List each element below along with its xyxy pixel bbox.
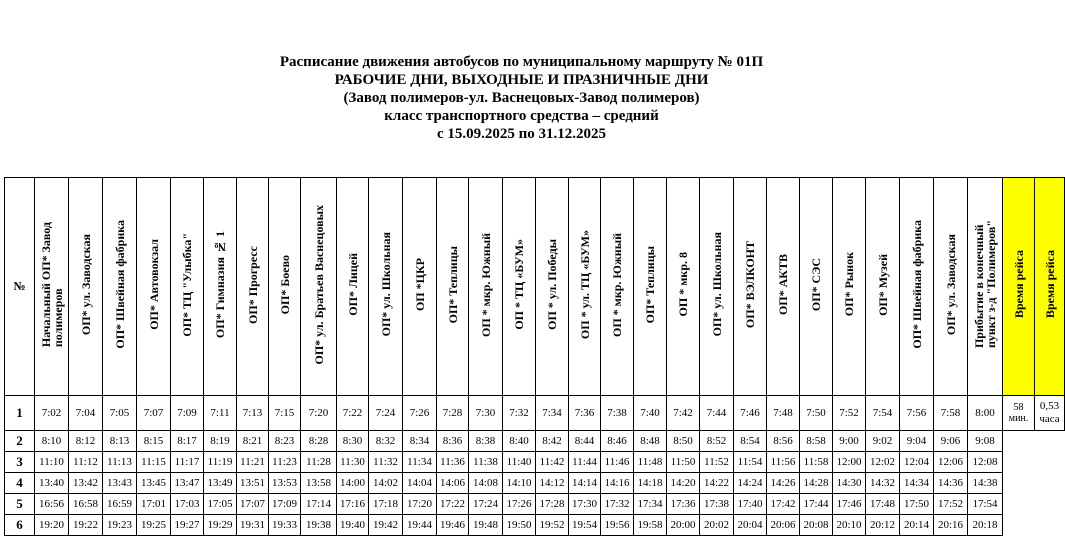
time-cell: 19:27 (171, 515, 204, 536)
stop-header (403, 178, 437, 396)
time-cell: 19:20 (35, 515, 69, 536)
time-cell: 8:46 (601, 431, 634, 452)
stop-name: ОП* Автовокзал (146, 239, 161, 330)
time-cell: 14:28 (800, 473, 833, 494)
time-cell: 7:15 (269, 396, 301, 431)
time-cell: 8:36 (437, 431, 469, 452)
time-cell: 8:40 (503, 431, 536, 452)
time-cell: 7:42 (667, 396, 700, 431)
table-row (5, 431, 1065, 452)
time-cell: 13:40 (35, 473, 69, 494)
time-cell: 14:16 (601, 473, 634, 494)
title-line-4: класс транспортного средства – средний (384, 108, 659, 124)
time-cell: 8:54 (734, 431, 767, 452)
time-cell: 7:20 (301, 396, 337, 431)
time-cell: 17:42 (767, 494, 800, 515)
time-cell: 17:26 (503, 494, 536, 515)
stop-name: ОП* Лицей (345, 253, 360, 316)
time-cell: 7:07 (137, 396, 171, 431)
time-cell: 17:16 (337, 494, 369, 515)
stop-header (204, 178, 237, 396)
time-cell: 8:15 (137, 431, 171, 452)
stop-header (800, 178, 833, 396)
time-cell: 8:12 (69, 431, 103, 452)
time-cell: 11:21 (237, 452, 269, 473)
time-cell: 11:38 (469, 452, 503, 473)
time-cell: 11:34 (403, 452, 437, 473)
stop-header (536, 178, 569, 396)
time-cell: 7:44 (700, 396, 734, 431)
time-cell: 13:58 (301, 473, 337, 494)
time-cell: 7:36 (569, 396, 601, 431)
time-cell: 9:04 (900, 431, 934, 452)
schedule-table (4, 177, 1065, 536)
trip-time-header-label: Время рейса (1011, 250, 1026, 319)
time-cell: 7:50 (800, 396, 833, 431)
time-cell: 7:52 (833, 396, 866, 431)
stop-name: ОП* ул. Школьная (378, 232, 393, 337)
time-cell: 8:19 (204, 431, 237, 452)
time-cell: 8:56 (767, 431, 800, 452)
stop-name: ОП* Швейная фабрика (112, 220, 127, 349)
stop-header (968, 178, 1003, 396)
time-cell: 11:10 (35, 452, 69, 473)
time-cell: 14:24 (734, 473, 767, 494)
time-cell: 8:44 (569, 431, 601, 452)
time-cell: 17:52 (934, 494, 968, 515)
time-cell: 7:34 (536, 396, 569, 431)
empty-cell (1035, 515, 1065, 536)
time-cell: 8:21 (237, 431, 269, 452)
time-cell: 19:31 (237, 515, 269, 536)
trip-minutes-cell: 58 мин. (1003, 396, 1035, 431)
stop-name: ОП* ВЭЛКОНТ (743, 240, 757, 329)
time-cell: 20:12 (866, 515, 900, 536)
time-cell: 14:12 (536, 473, 569, 494)
stop-header (469, 178, 503, 396)
stop-name: ОП * ТЦ «БУМ» (512, 239, 526, 330)
stop-header (734, 178, 767, 396)
stop-header (69, 178, 103, 396)
trip-time-header (1003, 178, 1035, 396)
time-cell: 7:48 (767, 396, 800, 431)
stop-header (866, 178, 900, 396)
time-cell: 7:56 (900, 396, 934, 431)
time-cell: 19:54 (569, 515, 601, 536)
time-cell: 17:01 (137, 494, 171, 515)
title-line-5: с 15.09.2025 по 31.12.2025 (436, 126, 607, 142)
empty-cell (1003, 452, 1035, 473)
stop-header (337, 178, 369, 396)
header-row (5, 178, 1065, 396)
time-cell: 12:06 (934, 452, 968, 473)
time-cell: 14:18 (634, 473, 667, 494)
time-cell: 8:58 (800, 431, 833, 452)
time-cell: 11:32 (369, 452, 403, 473)
time-cell: 8:10 (35, 431, 69, 452)
time-cell: 14:04 (403, 473, 437, 494)
time-cell: 9:08 (968, 431, 1003, 452)
time-cell: 11:52 (700, 452, 734, 473)
time-cell: 14:26 (767, 473, 800, 494)
time-cell: 20:08 (800, 515, 833, 536)
time-cell: 17:20 (403, 494, 437, 515)
time-cell: 19:52 (536, 515, 569, 536)
time-cell: 13:53 (269, 473, 301, 494)
time-cell: 17:28 (536, 494, 569, 515)
time-cell: 7:38 (601, 396, 634, 431)
stop-name: ОП* Рынок (842, 252, 856, 317)
stop-name: ОП * мкр. Южный (478, 232, 493, 337)
time-cell: 7:04 (69, 396, 103, 431)
empty-cell (1035, 494, 1065, 515)
row-number: 2 (5, 431, 35, 452)
stop-name: ОП* Теплицы (445, 245, 460, 324)
stop-header (900, 178, 934, 396)
row-number: 5 (5, 494, 35, 515)
time-cell: 20:16 (934, 515, 968, 536)
stop-name: ОП * мкр. Южный (610, 232, 624, 337)
time-cell: 11:40 (503, 452, 536, 473)
empty-cell (1003, 473, 1035, 494)
time-cell: 19:22 (69, 515, 103, 536)
time-cell: 16:58 (69, 494, 103, 515)
time-cell: 11:19 (204, 452, 237, 473)
time-cell: 8:52 (700, 431, 734, 452)
time-cell: 12:02 (866, 452, 900, 473)
time-cell: 13:42 (69, 473, 103, 494)
time-cell: 19:46 (437, 515, 469, 536)
time-cell: 7:54 (866, 396, 900, 431)
row-number: 4 (5, 473, 35, 494)
stop-name: ОП* ТЦ "Улыбка" (180, 232, 194, 337)
time-cell: 12:04 (900, 452, 934, 473)
time-cell: 8:48 (634, 431, 667, 452)
empty-cell (1035, 431, 1065, 452)
time-cell: 11:50 (667, 452, 700, 473)
time-cell: 17:38 (700, 494, 734, 515)
time-cell: 16:59 (103, 494, 137, 515)
time-cell: 11:28 (301, 452, 337, 473)
row-number: 3 (5, 452, 35, 473)
time-cell: 19:48 (469, 515, 503, 536)
time-cell: 8:17 (171, 431, 204, 452)
number-header: № (5, 178, 35, 396)
time-cell: 11:46 (601, 452, 634, 473)
time-cell: 14:30 (833, 473, 866, 494)
empty-cell (1035, 473, 1065, 494)
time-cell: 7:46 (734, 396, 767, 431)
time-cell: 9:06 (934, 431, 968, 452)
time-cell: 9:02 (866, 431, 900, 452)
time-cell: 8:32 (369, 431, 403, 452)
time-cell: 14:06 (437, 473, 469, 494)
stop-name: ОП* АКТВ (776, 253, 790, 316)
time-cell: 7:28 (437, 396, 469, 431)
time-cell: 11:48 (634, 452, 667, 473)
stop-name: ОП * ул. Победы (545, 239, 559, 330)
table-row (5, 396, 1065, 431)
stop-name: ОП* Теплицы (643, 245, 657, 324)
time-cell: 17:34 (634, 494, 667, 515)
stop-header (667, 178, 700, 396)
time-cell: 11:56 (767, 452, 800, 473)
time-cell: 14:08 (469, 473, 503, 494)
time-cell: 8:13 (103, 431, 137, 452)
stop-header (269, 178, 301, 396)
time-cell: 20:04 (734, 515, 767, 536)
title-line-3: (Завод полимеров-ул. Васнецовых-Завод полимеров) (343, 90, 700, 106)
time-cell: 11:13 (103, 452, 137, 473)
time-cell: 16:56 (35, 494, 69, 515)
empty-cell (1003, 515, 1035, 536)
table-row (5, 494, 1065, 515)
time-cell: 19:44 (403, 515, 437, 536)
time-cell: 7:05 (103, 396, 137, 431)
row-number: 6 (5, 515, 35, 536)
time-cell: 11:15 (137, 452, 171, 473)
time-cell: 12:08 (968, 452, 1003, 473)
time-cell: 19:25 (137, 515, 171, 536)
time-cell: 7:24 (369, 396, 403, 431)
time-cell: 17:54 (968, 494, 1003, 515)
time-cell: 17:50 (900, 494, 934, 515)
time-cell: 19:29 (204, 515, 237, 536)
stop-header (569, 178, 601, 396)
time-cell: 17:22 (437, 494, 469, 515)
time-cell: 17:24 (469, 494, 503, 515)
time-cell: 7:02 (35, 396, 69, 431)
time-cell: 17:44 (800, 494, 833, 515)
time-cell: 17:48 (866, 494, 900, 515)
stop-header (437, 178, 469, 396)
time-cell: 20:14 (900, 515, 934, 536)
time-cell: 14:32 (866, 473, 900, 494)
table-row (5, 515, 1065, 536)
stop-header (700, 178, 734, 396)
time-cell: 20:02 (700, 515, 734, 536)
time-cell: 7:26 (403, 396, 437, 431)
time-cell: 8:00 (968, 396, 1003, 431)
time-cell: 20:18 (968, 515, 1003, 536)
stop-header (137, 178, 171, 396)
title-line-2: РАБОЧИЕ ДНИ, ВЫХОДНЫЕ И ПРАЗНИЧНЫЕ ДНИ (334, 72, 709, 88)
table-row (5, 473, 1065, 494)
stop-header (103, 178, 137, 396)
table-row (5, 452, 1065, 473)
stop-header (503, 178, 536, 396)
stop-name: ОП* Гимназия № 1 (213, 230, 227, 339)
time-cell: 19:23 (103, 515, 137, 536)
stop-header (369, 178, 403, 396)
time-cell: 17:07 (237, 494, 269, 515)
stop-header (934, 178, 968, 396)
stop-name: Прибытие в конечный пункт з-д "Полимеров" (972, 220, 998, 349)
time-cell: 14:38 (968, 473, 1003, 494)
time-cell: 14:00 (337, 473, 369, 494)
stop-header (833, 178, 866, 396)
stop-header (634, 178, 667, 396)
time-cell: 19:42 (369, 515, 403, 536)
stop-name: ОП* СЭС (809, 257, 823, 312)
stop-name: ОП *ЦКР (412, 257, 427, 312)
trip-time-hours-header-label: Время рейса (1042, 250, 1057, 319)
time-cell: 11:17 (171, 452, 204, 473)
time-cell: 7:32 (503, 396, 536, 431)
time-cell: 7:58 (934, 396, 968, 431)
time-cell: 19:38 (301, 515, 337, 536)
time-cell: 17:36 (667, 494, 700, 515)
stop-name: Начальный ОП* Завод полимеров (38, 221, 65, 348)
time-cell: 19:50 (503, 515, 536, 536)
time-cell: 17:05 (204, 494, 237, 515)
time-cell: 13:43 (103, 473, 137, 494)
time-cell: 20:00 (667, 515, 700, 536)
time-cell: 8:34 (403, 431, 437, 452)
stop-header (767, 178, 800, 396)
empty-cell (1003, 431, 1035, 452)
empty-cell (1035, 452, 1065, 473)
time-cell: 8:42 (536, 431, 569, 452)
time-cell: 13:47 (171, 473, 204, 494)
time-cell: 17:30 (569, 494, 601, 515)
stop-header (301, 178, 337, 396)
time-cell: 11:54 (734, 452, 767, 473)
time-cell: 13:51 (237, 473, 269, 494)
time-cell: 7:11 (204, 396, 237, 431)
stop-header (601, 178, 634, 396)
time-cell: 13:45 (137, 473, 171, 494)
stop-name: ОП* Боево (277, 254, 292, 315)
stop-name: ОП* ул. Братьев Васнецовых (311, 204, 326, 365)
stop-name: ОП* ул. Школьная (709, 232, 724, 337)
stop-name: ОП* Музей (875, 253, 890, 316)
time-cell: 14:36 (934, 473, 968, 494)
time-cell: 19:56 (601, 515, 634, 536)
stop-name: ОП* ул. Заводская (943, 233, 958, 336)
time-cell: 14:34 (900, 473, 934, 494)
time-cell: 11:42 (536, 452, 569, 473)
time-cell: 11:30 (337, 452, 369, 473)
time-cell: 11:12 (69, 452, 103, 473)
time-cell: 11:44 (569, 452, 601, 473)
time-cell: 13:49 (204, 473, 237, 494)
stop-header (237, 178, 269, 396)
time-cell: 14:02 (369, 473, 403, 494)
stop-name: ОП * ул. ТЦ «БУМ» (577, 229, 592, 340)
time-cell: 14:20 (667, 473, 700, 494)
time-cell: 8:50 (667, 431, 700, 452)
stop-name: ОП* ул. Заводская (78, 233, 93, 336)
time-cell: 8:23 (269, 431, 301, 452)
trip-hours-cell: 0,53 часа (1035, 396, 1065, 431)
time-cell: 12:00 (833, 452, 866, 473)
time-cell: 17:09 (269, 494, 301, 515)
time-cell: 19:58 (634, 515, 667, 536)
time-cell: 7:09 (171, 396, 204, 431)
time-cell: 20:10 (833, 515, 866, 536)
row-number: 1 (5, 396, 35, 431)
title-line-1: Расписание движения автобусов по муниципальному маршруту № 01П (279, 54, 764, 70)
stop-header (171, 178, 204, 396)
time-cell: 19:33 (269, 515, 301, 536)
empty-cell (1003, 494, 1035, 515)
time-cell: 7:30 (469, 396, 503, 431)
time-cell: 20:06 (767, 515, 800, 536)
time-cell: 17:40 (734, 494, 767, 515)
time-cell: 7:13 (237, 396, 269, 431)
time-cell: 17:46 (833, 494, 866, 515)
stop-name: ОП* Прогресс (245, 245, 260, 324)
stop-header (35, 178, 69, 396)
time-cell: 19:40 (337, 515, 369, 536)
time-cell: 14:22 (700, 473, 734, 494)
time-cell: 17:32 (601, 494, 634, 515)
time-cell: 7:22 (337, 396, 369, 431)
time-cell: 11:23 (269, 452, 301, 473)
time-cell: 11:58 (800, 452, 833, 473)
time-cell: 17:03 (171, 494, 204, 515)
stop-name: ОП* Швейная фабрика (909, 220, 924, 349)
time-cell: 11:36 (437, 452, 469, 473)
time-cell: 8:38 (469, 431, 503, 452)
time-cell: 8:30 (337, 431, 369, 452)
time-cell: 14:10 (503, 473, 536, 494)
time-cell: 8:28 (301, 431, 337, 452)
time-cell: 17:14 (301, 494, 337, 515)
time-cell: 17:18 (369, 494, 403, 515)
stop-name: ОП * мкр. 8 (676, 252, 690, 317)
time-cell: 14:14 (569, 473, 601, 494)
time-cell: 7:40 (634, 396, 667, 431)
trip-time-hours-header (1035, 178, 1065, 396)
document-title (0, 53, 1043, 143)
time-cell: 9:00 (833, 431, 866, 452)
